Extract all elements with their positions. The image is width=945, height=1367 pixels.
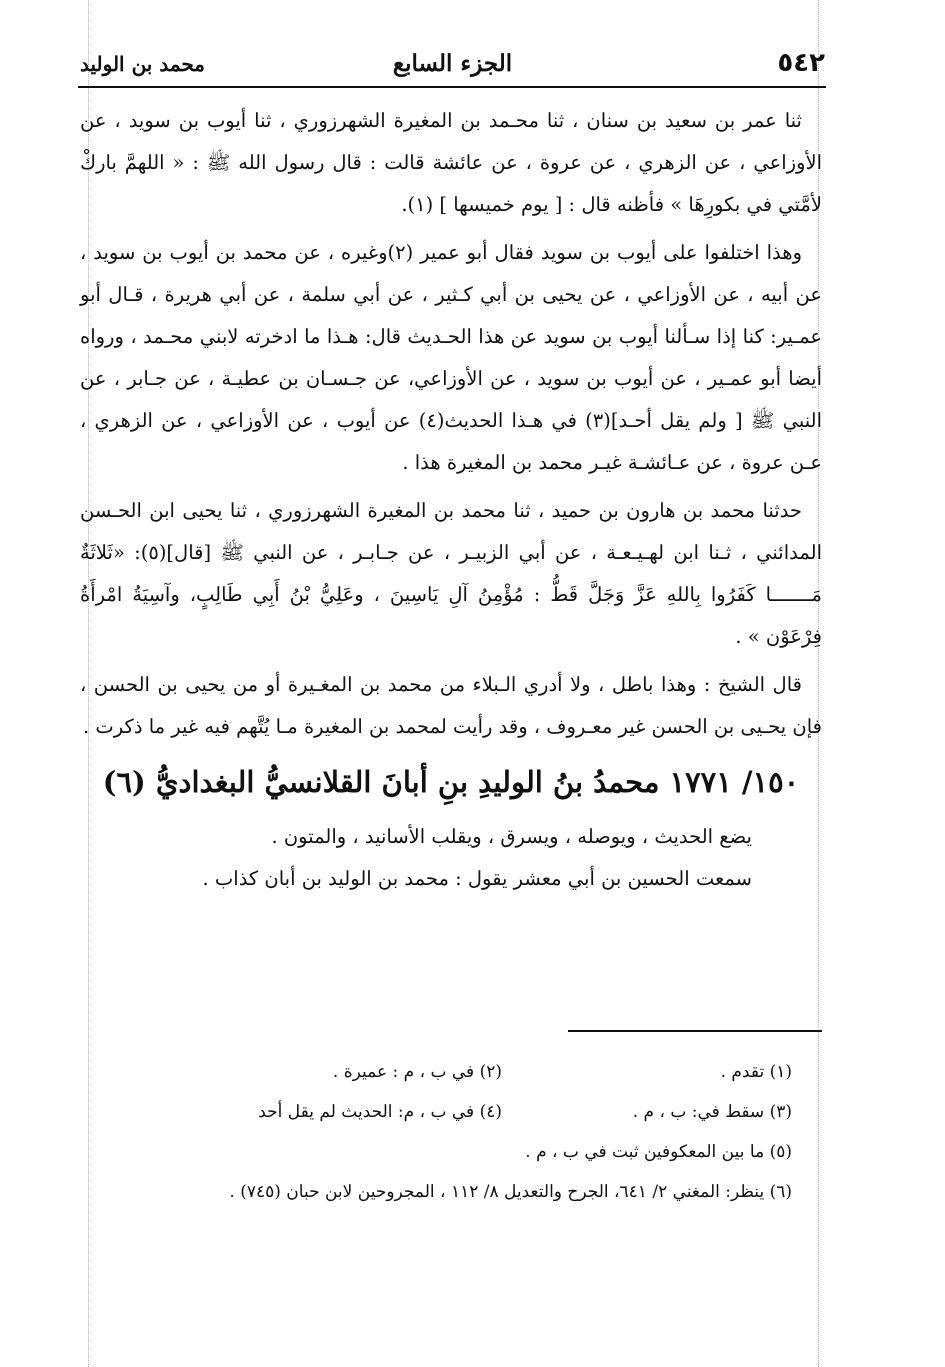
paragraph-2: وهذا اختلفوا على أيوب بن سويد فقال أبو عمير (٢)وغيره ، عن محمد بن أيوب بن سويد ، عن أبيه ، عن الأوزاعي ، عن يحيى بن أبي كـثير ، عن أبي سلمة ، عن أبي هريرة ، قـال أبو عمـير: كنا إذا سـألنا أيوب بن سويد عن هذا الحـديث قال: هـذا ما ادخرته لابني محـمد ، ورواه أيضا أبو عمـير ، عن أيوب بن سويد ، عن الأوزاعي، عن جـسـان بن عطيـة ، عن جـابر ، عن النبي ﷺ [ ولم يقل أحـد](٣) في هـذا الحديث(٤) عن أيوب ، عن الأوزاعي ، عن الزهري ، عـن عروة ، عن عـائشـة غيـر محمد بن المغيرة هذا .: [80, 241, 822, 474]
footnote-2: (٢) في ب ، م : عميرة .: [332, 1062, 502, 1082]
footnote-row: [80, 1132, 822, 1172]
footnote-5: (٥) ما بين المعكوفين ثبت في ب ، م .: [525, 1142, 792, 1162]
footnote-row: [80, 1172, 822, 1212]
footnote-row: [80, 1092, 822, 1132]
footnote-1: (١) تقدم .: [720, 1062, 792, 1082]
footnote-3: (٣) سقط في: ب ، م .: [632, 1102, 792, 1122]
footnote-separator: [568, 1030, 822, 1032]
paragraph-1: ثنا عمر بن سعيد بن سنان ، ثنا محـمد بن المغيرة الشهرزوري ، ثنا أيوب بن سويد ، عن الأوزاعي ، عن الزهري ، عن عروة ، عن عائشة قالت : قال رسول الله ﷺ : « اللهمَّ باركْ لأمَّتي في بكورِهَا » فأظنه قال : [ يوم خميسها ] (١).: [80, 109, 822, 216]
paragraph-4: قال الشيخ : وهذا باطل ، ولا أدري الـبلاء من محمد بن المغـيرة أو من يحيى بن الحسن ، فإن يحـيى بن الحسن غير معـروف ، وقد رأيت لمحمد بن المغيرة مـا يُتَّهم فيه غير ما ذكرت .: [80, 673, 822, 738]
entry-heading: ١٥٠/ ١٧٧١ محمدُ بنُ الوليدِ بنِ أبانَ القلانسيُّ البغداديُّ (٦): [102, 765, 800, 799]
running-entry-name: محمد بن الوليد: [80, 52, 206, 76]
footnote-row: [80, 1052, 822, 1092]
footnote-4: (٤) في ب ، م: الحديث لم يقل أحد: [258, 1102, 502, 1122]
entry-line-1: يضع الحديث ، ويوصله ، ويسرق ، ويقلب الأسانيد ، والمتون .: [271, 825, 752, 848]
page-number: ٥٤٢: [777, 48, 825, 78]
entry-line-2: سمعت الحسين بن أبي معشر يقول : محمد بن الوليد بن أبان كذاب .: [202, 867, 752, 890]
paragraph-3: حدثنا محمد بن هارون بن حميد ، ثنا محمد بن المغيرة الشهرزوري ، ثنا يحيى ابن الحـسن المدائني ، ثـنا ابن لهـيـعـة ، عن أبي الزبيـر ، عن جـابـر ، عن النبي ﷺ [قال](٥): «ثَلاثَةٌ مَـــــــا كَفَرُوا بِاللهِ عَزَّ وَجَلَّ قَطُّ : مُؤْمِنُ آلِ يَاسِينَ ، وعَلِيُّ بْنُ أَبِي طَالِبٍ، وآسِيَةُ امْرأَةُ فِرْعَوْن » .: [80, 499, 822, 648]
header-rule: [78, 86, 826, 88]
footnotes: [80, 1052, 822, 1212]
main-text: [80, 100, 822, 900]
footnote-6: (٦) ينظر: المغني ٢/ ٦٤١، الجرح والتعديل ٨/ ١١٢ ، المجروحين لابن حبان (٧٤٥) .: [229, 1182, 792, 1202]
volume-title: الجزء السابع: [392, 50, 513, 77]
running-header: [80, 46, 825, 86]
